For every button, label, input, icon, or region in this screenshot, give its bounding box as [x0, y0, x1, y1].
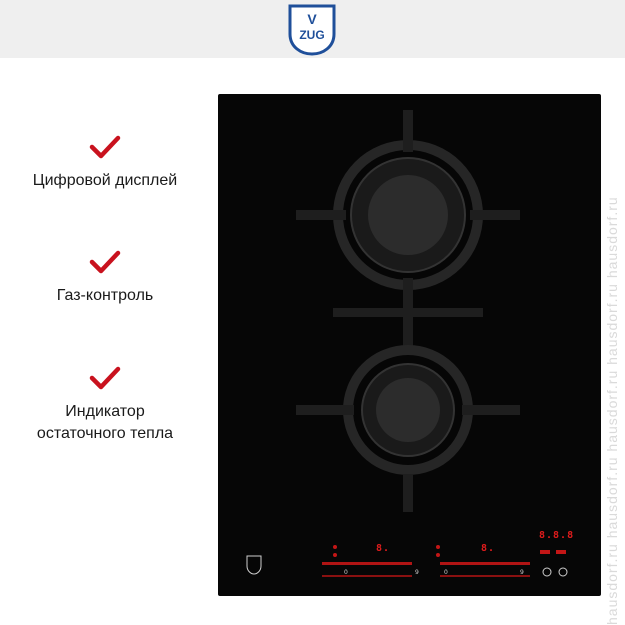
center-grate [333, 278, 483, 350]
logo-v-text: V [307, 11, 317, 27]
vzug-logo [287, 4, 337, 56]
checkmark-icon [88, 365, 122, 391]
left-slider-start: 0 [344, 569, 348, 576]
checkmark-icon [88, 249, 122, 275]
lower-burner [296, 350, 520, 512]
feature-residual-heat [0, 365, 210, 445]
timer-display: 8.8.8 [539, 530, 575, 541]
upper-burner [296, 110, 520, 285]
right-slider-start: 0 [444, 569, 448, 576]
watermark: hausdorf.ru hausdorf.ru hausdorf.ru hausdorf.ru hausdorf.ru [604, 196, 620, 625]
feature-digital-display [0, 134, 210, 192]
logo-zug-text: ZUG [299, 28, 325, 42]
feature-label: Газ-контроль [56, 287, 154, 304]
gas-hob [218, 94, 601, 596]
hob-logo [247, 556, 261, 574]
hob-drawing [218, 94, 601, 596]
feature-label: Цифровой дисплей [32, 172, 178, 189]
right-power-display: 8. [481, 543, 496, 554]
checkmark-icon [88, 134, 122, 160]
left-power-display: 8. [376, 543, 391, 554]
feature-gas-control [0, 249, 210, 307]
right-slider-end: 9 [520, 569, 524, 576]
feature-label-line1: Индикатор [65, 403, 145, 420]
left-slider-end: 9 [415, 569, 419, 576]
feature-label-line2: остаточного тепла [36, 425, 174, 442]
